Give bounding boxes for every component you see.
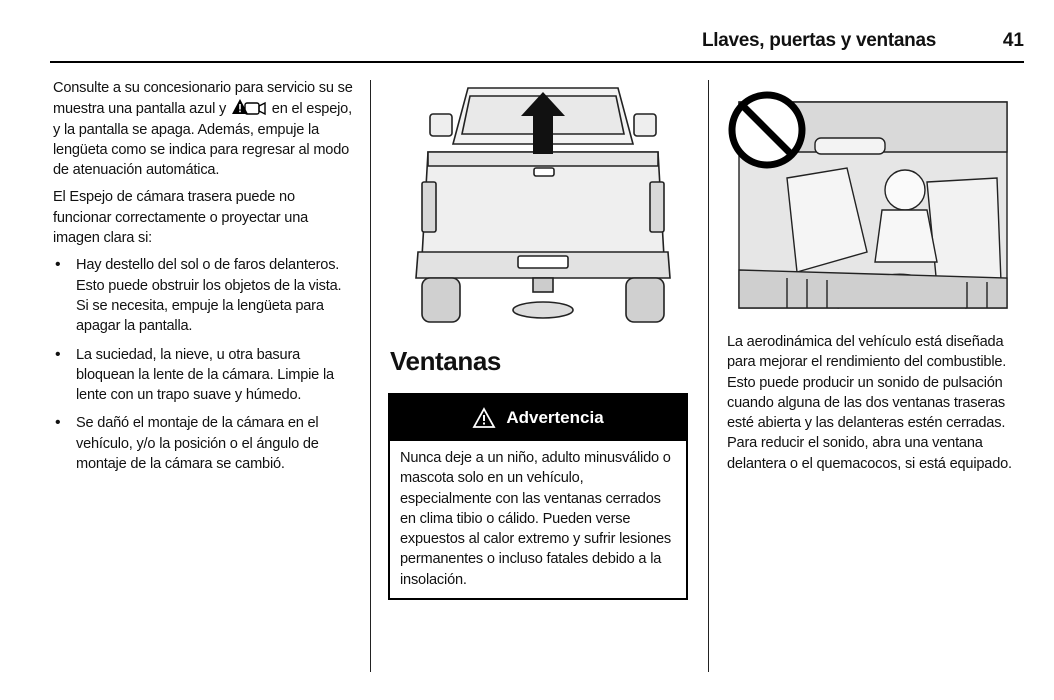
prohibition-icon <box>732 95 802 165</box>
warning-triangle-icon <box>472 407 496 429</box>
paragraph-conditions: El Espejo de cámara trasera puede no funcionar correctamente o proyectar una imagen clara si: <box>53 189 309 247</box>
list-item: • La suciedad, la nieve, u otra basura bloquean la lente de la cámara. Limpie la lente con un trapo suave y húmedo. <box>53 345 353 406</box>
truck-tailgate-illustration <box>408 82 678 332</box>
warning-header <box>390 395 686 441</box>
column-divider-right <box>708 80 709 672</box>
warning-box <box>388 393 688 600</box>
paragraph-service <box>53 78 353 180</box>
column-aerodynamics <box>727 78 1027 474</box>
column-windows <box>388 78 690 600</box>
list-item: • Hay destello del sol o de faros delanteros. Esto puede obstruir los objetos de la vista. Si se necesita, empuje la lengüeta para apagar la pantalla. <box>53 255 353 336</box>
page-number: 41 <box>1002 30 1024 51</box>
list-item: • Se dañó el montaje de la cámara en el vehículo, y/o la posición o el ángulo de montaje de la cámara se cambió. <box>53 413 353 474</box>
paragraph-service-text-a: Consulte a su concesionario para servicio su se muestra una pantalla azul y <box>53 80 353 118</box>
section-title-header: Llaves, puertas y ventanas <box>701 30 936 51</box>
warning-title: Advertencia <box>506 408 604 427</box>
page-header <box>0 0 1054 66</box>
section-heading-windows: Ventanas <box>390 346 501 376</box>
camera-warning-icon <box>231 98 267 116</box>
conditions-list <box>53 255 353 474</box>
paragraph-service-text-b: en el espejo, y la pantalla se apaga. Además, empuje la lengüeta como se indica para regresar al modo de atenuación automática. <box>53 101 352 179</box>
header-divider <box>50 61 1024 63</box>
column-rear-camera-mirror <box>53 78 353 482</box>
paragraph-aerodynamics: La aerodinámica del vehículo está diseñada para mejorar el rendimiento del combustible. Esto puede producir un sonido de pulsación cuando alguna de las dos ventanas traseras esté abierta y las delanteras estén cerradas. Para reducir el sonido, abra una ventana delantera o el quemacocos, si está equipado. <box>727 334 1012 472</box>
warning-body: Nunca deje a un niño, adulto minusválido o mascota solo en un vehículo, especialmente con las ventanas cerrados en clima tibio o cálido. Pueden verse expuestos al calor extremo y sufrir lesiones permanentes o incluso fatales debido a la insolación. <box>400 450 672 588</box>
column-divider-left <box>370 80 371 672</box>
child-in-car-prohibited-illustration <box>727 82 1008 312</box>
